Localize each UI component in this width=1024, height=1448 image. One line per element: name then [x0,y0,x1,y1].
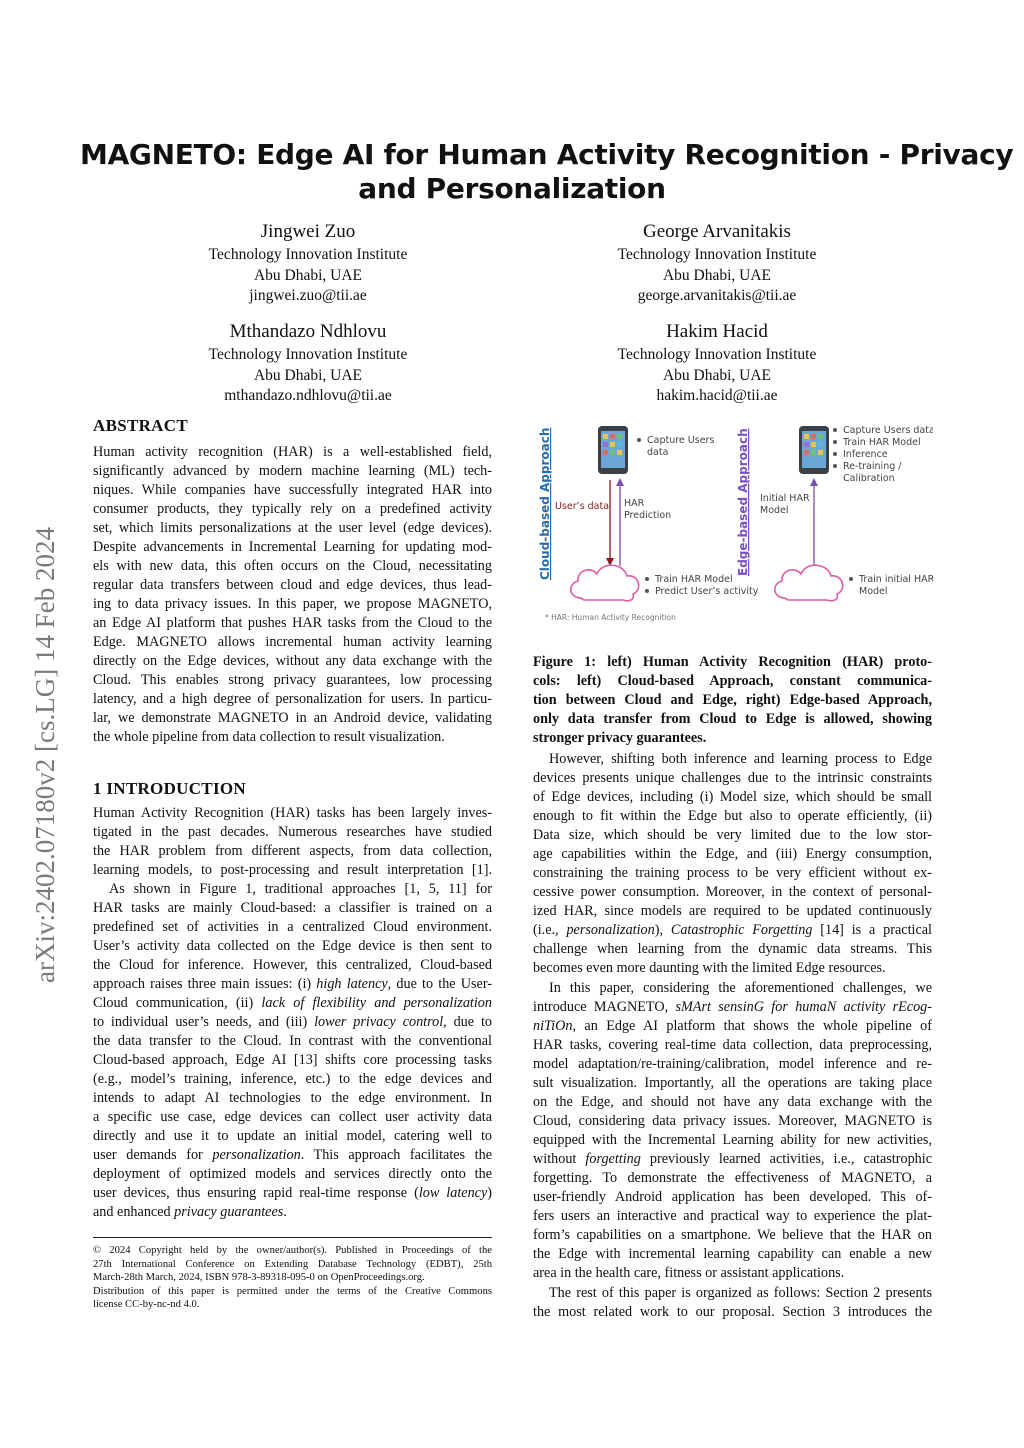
text-line: approach raises three main issues: (i) high latency, due to the User- [93,976,492,992]
text-line: However, shifting both inference and learning process to Edge [549,751,932,767]
text-line: license CC-by-nc-nd 4.0. [93,1299,200,1310]
figure-note: Predict User’s activity [655,586,759,597]
text-line: an Edge AI platform that pushes HAR tasks from the Cloud to the [93,615,492,631]
introduction-body [93,804,492,1222]
author-email[interactable]: jingwei.zuo@tii.ae [249,287,367,304]
arrow-up-icon [616,478,624,486]
text-line: form’s capabilities on a smartphone. We believe that the HAR on [533,1227,932,1243]
figure-note: Model [859,586,888,597]
text-line: enough to fit within the Edge but also to operate efficiently, (ii) [533,808,932,824]
cloud-based-approach-label: Cloud-based Approach [538,427,552,580]
text-line: Figure 1: left) Human Activity Recognition (HAR) proto- [533,654,932,670]
figure-note: data [647,447,669,458]
text-line: user devices, thus ensuring rapid real-time response (low latency) [93,1185,492,1201]
figure-footnote: * HAR: Human Activity Recognition [545,613,676,622]
har-prediction-label: Prediction [624,510,672,521]
author-location: Abu Dhabi, UAE [253,366,363,384]
bullet-icon [833,452,837,456]
text-line: regular data transfers between cloud and edge devices, thus lead- [93,577,492,593]
abstract-heading: ABSTRACT [93,416,188,435]
text-line: ing to data privacy issues. In this paper, we propose MAGNETO, [93,596,492,612]
author-name: Mthandazo Ndhlovu [229,321,387,342]
bullet-icon [833,428,837,432]
author-location: Abu Dhabi, UAE [662,266,772,284]
author-affiliation: Technology Innovation Institute [617,346,817,363]
figure-note: Re-training / [843,461,902,472]
text-line: equipped with the Incremental Learning ability for new activities, [533,1132,932,1148]
text-line: As shown in Figure 1, traditional approaches [1, 5, 11] for [109,881,492,897]
introduction-heading: 1 INTRODUCTION [93,779,246,798]
arxiv-identifier: arXiv:2402.07180v2 [cs.LG] 14 Feb 2024 [30,527,60,983]
text-line: model adaptation/re-training/calibration, model inference and re- [533,1056,932,1072]
text-line: the Edge with incremental learning capability can enable a new [533,1246,932,1262]
text-line: age capabilities within the Edge, and (iii) Energy consumption, [533,846,932,862]
author-name: George Arvanitakis [643,221,791,242]
text-line: only data transfer from Cloud to Edge is allowed, showing [533,711,932,727]
author-affiliation: Technology Innovation Institute [208,346,408,363]
author-location: Abu Dhabi, UAE [253,266,363,284]
text-line: In this paper, considering the aforementioned challenges, we [549,980,932,996]
author-block [567,320,867,407]
text-line: user-friendly Android application has been developed. This of- [533,1189,932,1205]
author-email[interactable]: mthandazo.ndhlovu@tii.ae [224,387,392,404]
text-line: Despite advancements in Incremental Learning for updating mod- [93,539,492,555]
text-line: a specific use case, edge devices can collect user activity data [93,1109,492,1125]
text-line: niques. While companies have successfully integrated HAR into [93,482,492,498]
text-line: User’s activity data collected on the Edge device is then sent to [93,938,492,954]
figure-1-caption [533,653,932,748]
figure-1-diagram [533,418,933,628]
text-line: Cloud, considering data privacy issues. Moreover, MAGNETO is [533,1113,932,1129]
text-line: (i.e., personalization), Catastrophic Forgetting [14] is a practical [533,922,932,938]
text-line: ized HAR, since models are required to be updated continuously [533,903,932,919]
smartphone-icon [799,426,829,474]
text-line: 27th International Conference on Extending Database Technology (EDBT), 25th [93,1258,492,1270]
author-name: Jingwei Zuo [260,221,356,242]
text-line: Cloud. This enables strong privacy guarantees, low processing [93,672,492,688]
figure-note: Train initial HAR [859,574,933,585]
text-line: Cloud communication, (ii) lack of flexibility and personalization [93,995,492,1011]
cloud-icon [775,565,843,601]
text-line: consumer products, they typically rely on a predefined activity [93,501,492,517]
text-line: Edge. MAGNETO allows incremental human activity learning [93,634,492,650]
bullet-icon [637,438,641,442]
text-line: Human Activity Recognition (HAR) tasks has been largely inves- [93,805,492,821]
author-affiliation: Technology Innovation Institute [617,246,817,263]
figure-note: Capture Users [647,435,715,446]
bullet-icon [645,577,649,581]
text-line: user demands for personalization. This approach facilitates the [93,1147,492,1163]
text-line: the HAR problem from different aspects, from data collection, [93,843,492,859]
author-name: Hakim Hacid [666,321,768,342]
text-line: HAR tasks, covering real-time data collection, data preprocessing, [533,1037,932,1053]
figure-1 [533,418,933,628]
text-line: the whole pipeline from data collection to result visualization. [93,729,445,745]
text-line: to individual user’s needs, and (iii) lower privacy control, due to [93,1014,492,1030]
text-line: introduce MAGNETO, sMArt sensinG for humaN activity rEcog- [533,999,932,1015]
text-line: directly on the Edge devices, without any data exchange with the [93,653,492,669]
text-line: stronger privacy guarantees. [533,730,707,746]
text-line: of Edge devices, including (i) Model size, which should be small [533,789,932,805]
text-line: directly and use it to update an initial model, catering well to [93,1128,492,1144]
text-line: forgetting. To demonstrate the effectiveness of MAGNETO, a [533,1170,932,1186]
text-line: els with new data, this often occurs on the Cloud, necessitating [93,558,492,574]
bullet-icon [849,577,853,581]
text-line: predefined set of activities in a centralized Cloud environment. [93,919,492,935]
har-prediction-label: HAR [624,498,645,509]
text-line: significantly advanced by modern machine learning (ML) tech- [93,463,492,479]
abstract-body [93,443,492,747]
text-line: latency, and a high degree of personalization for users. In particu- [93,691,492,707]
author-block [158,320,458,407]
title-line: MAGNETO: Edge AI for Human Activity Recognition - Privacy [80,138,1014,171]
text-line: on the Edge, and should not have any data exchange with the [533,1094,932,1110]
edge-based-approach-label: Edge-based Approach [736,428,750,576]
text-line: The rest of this paper is organized as follows: Section 2 presents [549,1285,932,1301]
text-line: devices presents unique challenges due to the intrinsic constraints [533,770,932,786]
text-line: Distribution of this paper is permitted under the terms of the Creative Commons [93,1285,492,1297]
text-line: March-28th March, 2024, ISBN 978-3-89318-095-0 on OpenProceedings.org. [93,1272,425,1283]
cloud-icon [571,565,639,601]
copyright-footnote [93,1244,492,1312]
text-line: Cloud-based approach, Edge AI [13] shifts core processing tasks [93,1052,492,1068]
title-line: and Personalization [358,172,666,205]
figure-note: Train HAR Model [843,437,921,448]
text-line: fers users an interactive and practical way to experience the plat- [533,1208,932,1224]
footnote-rule [93,1237,492,1238]
text-line: constraining the training process to be very efficient without ex- [533,865,932,881]
text-line: cols: left) Cloud-based Approach, constant communica- [533,673,932,689]
initial-har-model-label: Model [760,505,789,516]
text-line: tigated in the past decades. Numerous researches have studied [93,824,492,840]
text-line: Data size, which should be very limited due to the low stor- [533,827,932,843]
arrow-up-icon [810,478,818,486]
author-affiliation: Technology Innovation Institute [208,246,408,263]
text-line: sult visualization. Importantly, all the operations are taking place [533,1075,932,1091]
figure-note: Train HAR Model [655,574,733,585]
users-data-label: User’s data [555,501,610,512]
initial-har-model-label: Initial HAR [760,493,810,504]
bullet-icon [645,589,649,593]
text-line: learning models, to post-processing and result interpretation [1]. [93,862,492,878]
smartphone-icon [598,426,628,474]
bullet-icon [833,464,837,468]
text-line: the most related work to our proposal. Section 3 introduces the [533,1304,932,1320]
text-line: without forgetting previously learned activities, i.e., catastrophic [533,1151,932,1167]
author-block [158,220,458,307]
text-line: deployment of optimized models and services directly onto the [93,1166,492,1182]
right-column-body [533,750,932,1322]
text-line: tion between Cloud and Edge, right) Edge-based Approach, [533,692,932,708]
author-email[interactable]: george.arvanitakis@tii.ae [637,287,797,304]
figure-note: Inference [843,449,888,460]
text-line: niTiOn, an Edge AI platform that shows the whole pipeline of [533,1018,932,1034]
text-line: HAR tasks are mainly Cloud-based: a classifier is trained on a [93,900,492,916]
author-email[interactable]: hakim.hacid@tii.ae [656,387,778,404]
text-line: intends to adapt AI technologies to the edge environment. In [93,1090,492,1106]
text-line: challenge when learning from the dynamic data streams. This [533,941,932,957]
figure-note: Calibration [843,473,895,484]
text-line: the Cloud for inference. However, this centralized, Cloud-based [93,957,492,973]
author-location: Abu Dhabi, UAE [662,366,772,384]
text-line: © 2024 Copyright held by the owner/author(s). Published in Proceedings of the [93,1245,492,1256]
text-line: and enhanced privacy guarantees. [93,1204,287,1220]
text-line: becomes even more daunting with the limited Edge resources. [533,960,886,976]
text-line: Human activity recognition (HAR) is a well-established field, [93,444,492,460]
author-block [567,220,867,307]
text-line: area in the health care, fitness or assistant applications. [533,1265,845,1281]
text-line: lar, we demonstrate MAGNETO in an Android device, validating [93,710,492,726]
paper-title [80,138,1014,206]
text-line: set, which limits personalizations at the user level (edge devices). [93,520,492,536]
text-line: (e.g., model’s training, inference, etc.) to the edge devices and [93,1071,492,1087]
text-line: cessive power consumption. Moreover, in the context of personal- [533,884,932,900]
bullet-icon [833,440,837,444]
figure-note: Capture Users data [843,425,933,436]
text-line: the data transfer to the Cloud. In contrast with the conventional [93,1033,492,1049]
